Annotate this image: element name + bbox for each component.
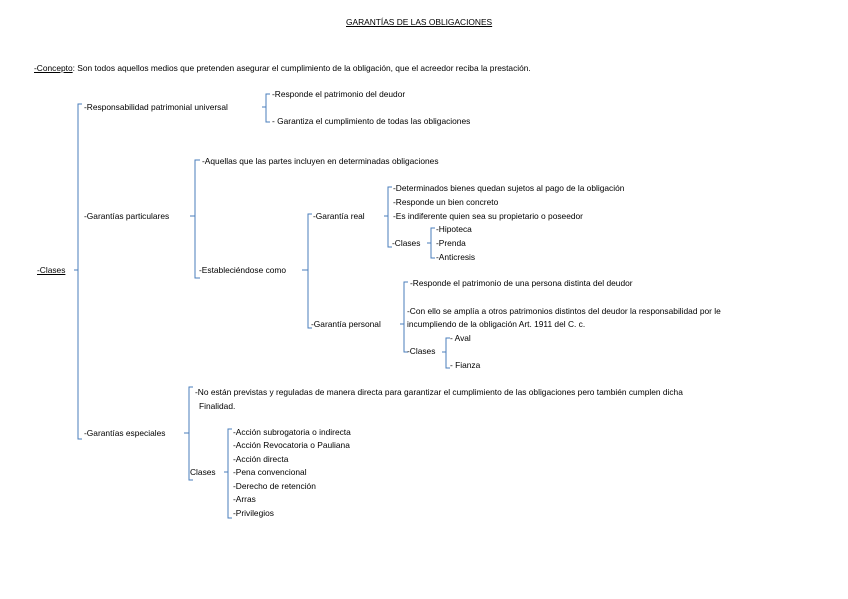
personal-clases-label: -Clases xyxy=(407,346,436,356)
responsabilidad-item: - Garantiza el cumplimiento de todas las obligaciones xyxy=(272,116,471,126)
personal-bracket xyxy=(404,282,408,352)
real-item: -Determinados bienes quedan sujetos al pago de la obligación xyxy=(393,183,625,193)
personal-item: incumpliendo de la obligación Art. 1911 del C. c. xyxy=(407,319,586,329)
especiales-clase-item: -Arras xyxy=(233,494,256,504)
especiales-clases-label: Clases xyxy=(190,467,216,477)
clases-bracket xyxy=(78,104,82,439)
estableciendose-bracket xyxy=(308,214,312,328)
especiales-clase-item: -Acción directa xyxy=(233,454,289,464)
especiales-clase-item: -Privilegios xyxy=(233,508,274,518)
real-label: -Garantía real xyxy=(313,211,365,221)
real-item: -Es indiferente quien sea su propietario o poseedor xyxy=(393,211,583,221)
personal-clase-item: - Fianza xyxy=(450,360,481,370)
particulares-bracket xyxy=(195,160,200,278)
real-clase-item: -Anticresis xyxy=(436,252,476,262)
especiales-clase-item: -Acción Revocatoria o Pauliana xyxy=(233,440,350,450)
personal-label: -Garantía personal xyxy=(311,319,381,329)
clases-label: -Clases xyxy=(37,265,66,275)
especiales-clase-item: -Pena convencional xyxy=(233,467,307,477)
especiales-clase-item: -Acción subrogatoria o indirecta xyxy=(233,427,351,437)
especiales-label: -Garantías especiales xyxy=(84,428,166,438)
particulares-label: -Garantías particulares xyxy=(84,211,170,221)
responsabilidad-label: -Responsabilidad patrimonial universal xyxy=(84,102,228,112)
especiales-clase-item: -Derecho de retención xyxy=(233,481,316,491)
responsabilidad-item: -Responde el patrimonio del deudor xyxy=(272,89,406,99)
concepto-label: -Concepto xyxy=(34,63,73,73)
page-title: GARANTÍAS DE LAS OBLIGACIONES xyxy=(346,17,493,27)
concepto xyxy=(34,63,531,73)
real-clase-item: -Prenda xyxy=(436,238,466,248)
especiales-no-previstas: -No están previstas y reguladas de manera directa para garantizar el cumplimiento de las obligaciones pero también cumplen dicha xyxy=(195,387,683,397)
concepto-text: : Son todos aquellos medios que pretenden asegurar el cumplimiento de la obligación, que el acreedor reciba la prestación. xyxy=(72,63,531,73)
particulares-estableciendose: -Estableciéndose como xyxy=(199,265,287,275)
real-clases-bracket xyxy=(431,228,435,258)
particulares-aquellas: -Aquellas que las partes incluyen en determinadas obligaciones xyxy=(202,156,439,166)
responsabilidad-bracket xyxy=(266,94,270,122)
personal-item: -Con ello se amplía a otros patrimonios distintos del deudor la responsabilidad por le xyxy=(407,306,721,316)
especiales-no-previstas: Finalidad. xyxy=(199,401,236,411)
personal-item: -Responde el patrimonio de una persona distinta del deudor xyxy=(410,278,633,288)
real-clase-item: -Hipoteca xyxy=(436,224,472,234)
personal-clase-item: - Aval xyxy=(450,333,471,343)
especiales-clases-bracket xyxy=(228,429,232,518)
real-item: -Responde un bien concreto xyxy=(393,197,499,207)
real-clases-label: -Clases xyxy=(392,238,421,248)
